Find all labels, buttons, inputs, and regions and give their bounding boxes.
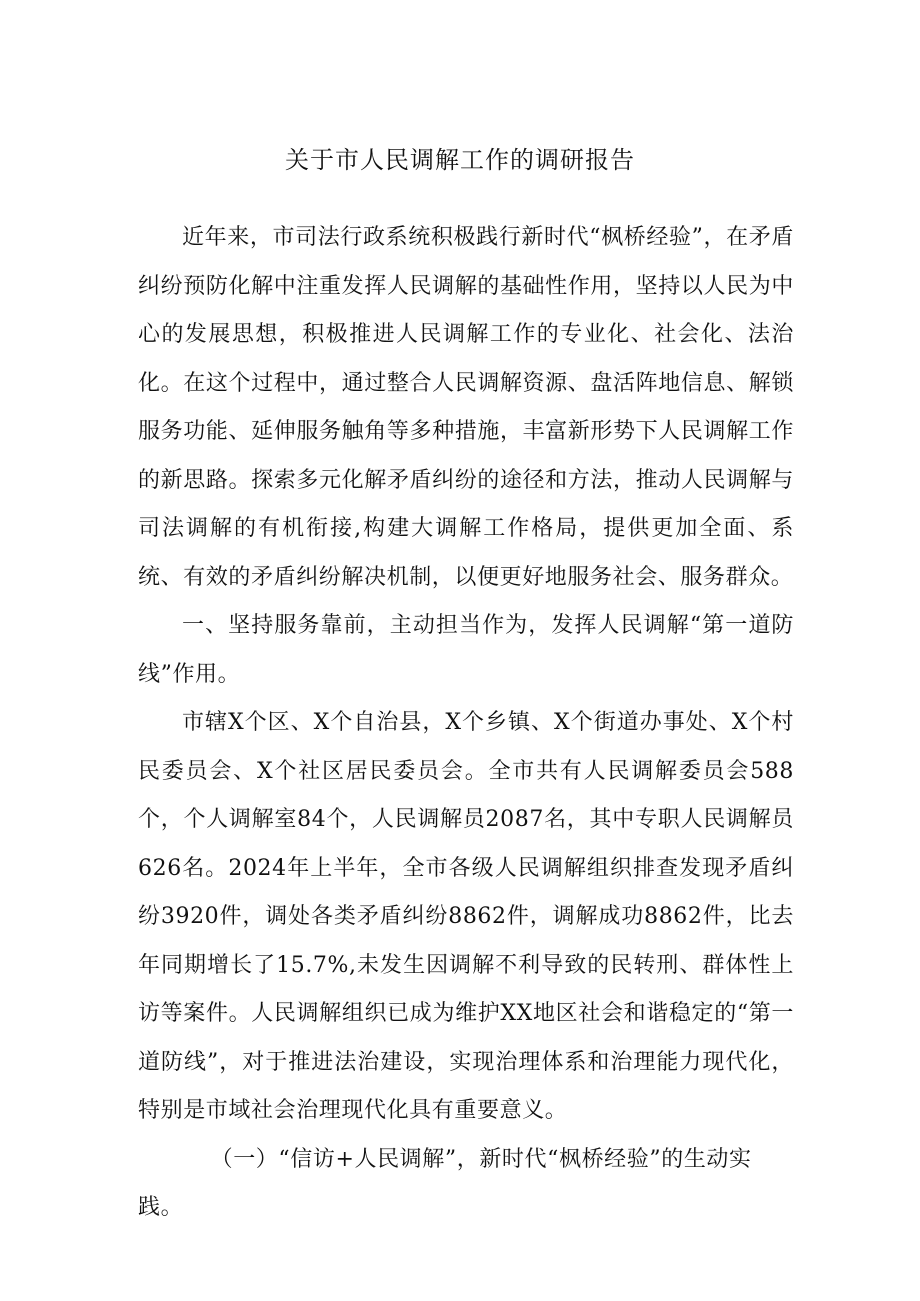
document-title: 关于市人民调解工作的调研报告 [285,146,635,174]
section-1-heading: 一、坚持服务靠前，主动担当作为，发挥人民调解“第一道防线”作用。 [138,613,794,687]
subsection-1-heading: （一）“信访+人民调解”，新时代“枫桥经验”的生动实践。 [138,1146,752,1220]
intro-paragraph: 近年来，市司法行政系统积极践行新时代“枫桥经验”，在矛盾纠纷预防化解中注重发挥人民调解的基础性作用，坚持以人民为中心的发展思想，积极推进人民调解工作的专业化、社会化、法治化。在这个过程中，通过整合人民调解资源、盘活阵地信息、解锁服务功能、延伸服务触角等多种措施，丰富新形势下人民调解工作的新思路。探索多元化解矛盾纠纷的途径和方法，推动人民调解与司法调解的有机衔接,构建大调解工作格局，提供更加全面、系统、有效的矛盾纠纷解决机制，以便更好地服务社会、服务群众。 [138,225,794,590]
section-1-paragraph: 市辖X个区、X个自治县，X个乡镇、X个街道办事处、X个村民委员会、X个社区居民委员会。全市共有人民调解委员会588个，个人调解室84个，人民调解员2087名，其中专职人民调解员626名。2024年上半年，全市各级人民调解组织排查发现矛盾纠纷3920件，调处各类矛盾纠纷8862件，调解成功8862件，比去年同期增长了15.7%,未发生因调解不利导致的民转刑、群体性上访等案件。人民调解组织已成为维护XX地区社会和谐稳定的“第一道防线”，对于推进法治建设，实现治理体系和治理能力现代化，特别是市域社会治理现代化具有重要意义。 [138,710,794,1123]
document-body [138,214,794,1233]
